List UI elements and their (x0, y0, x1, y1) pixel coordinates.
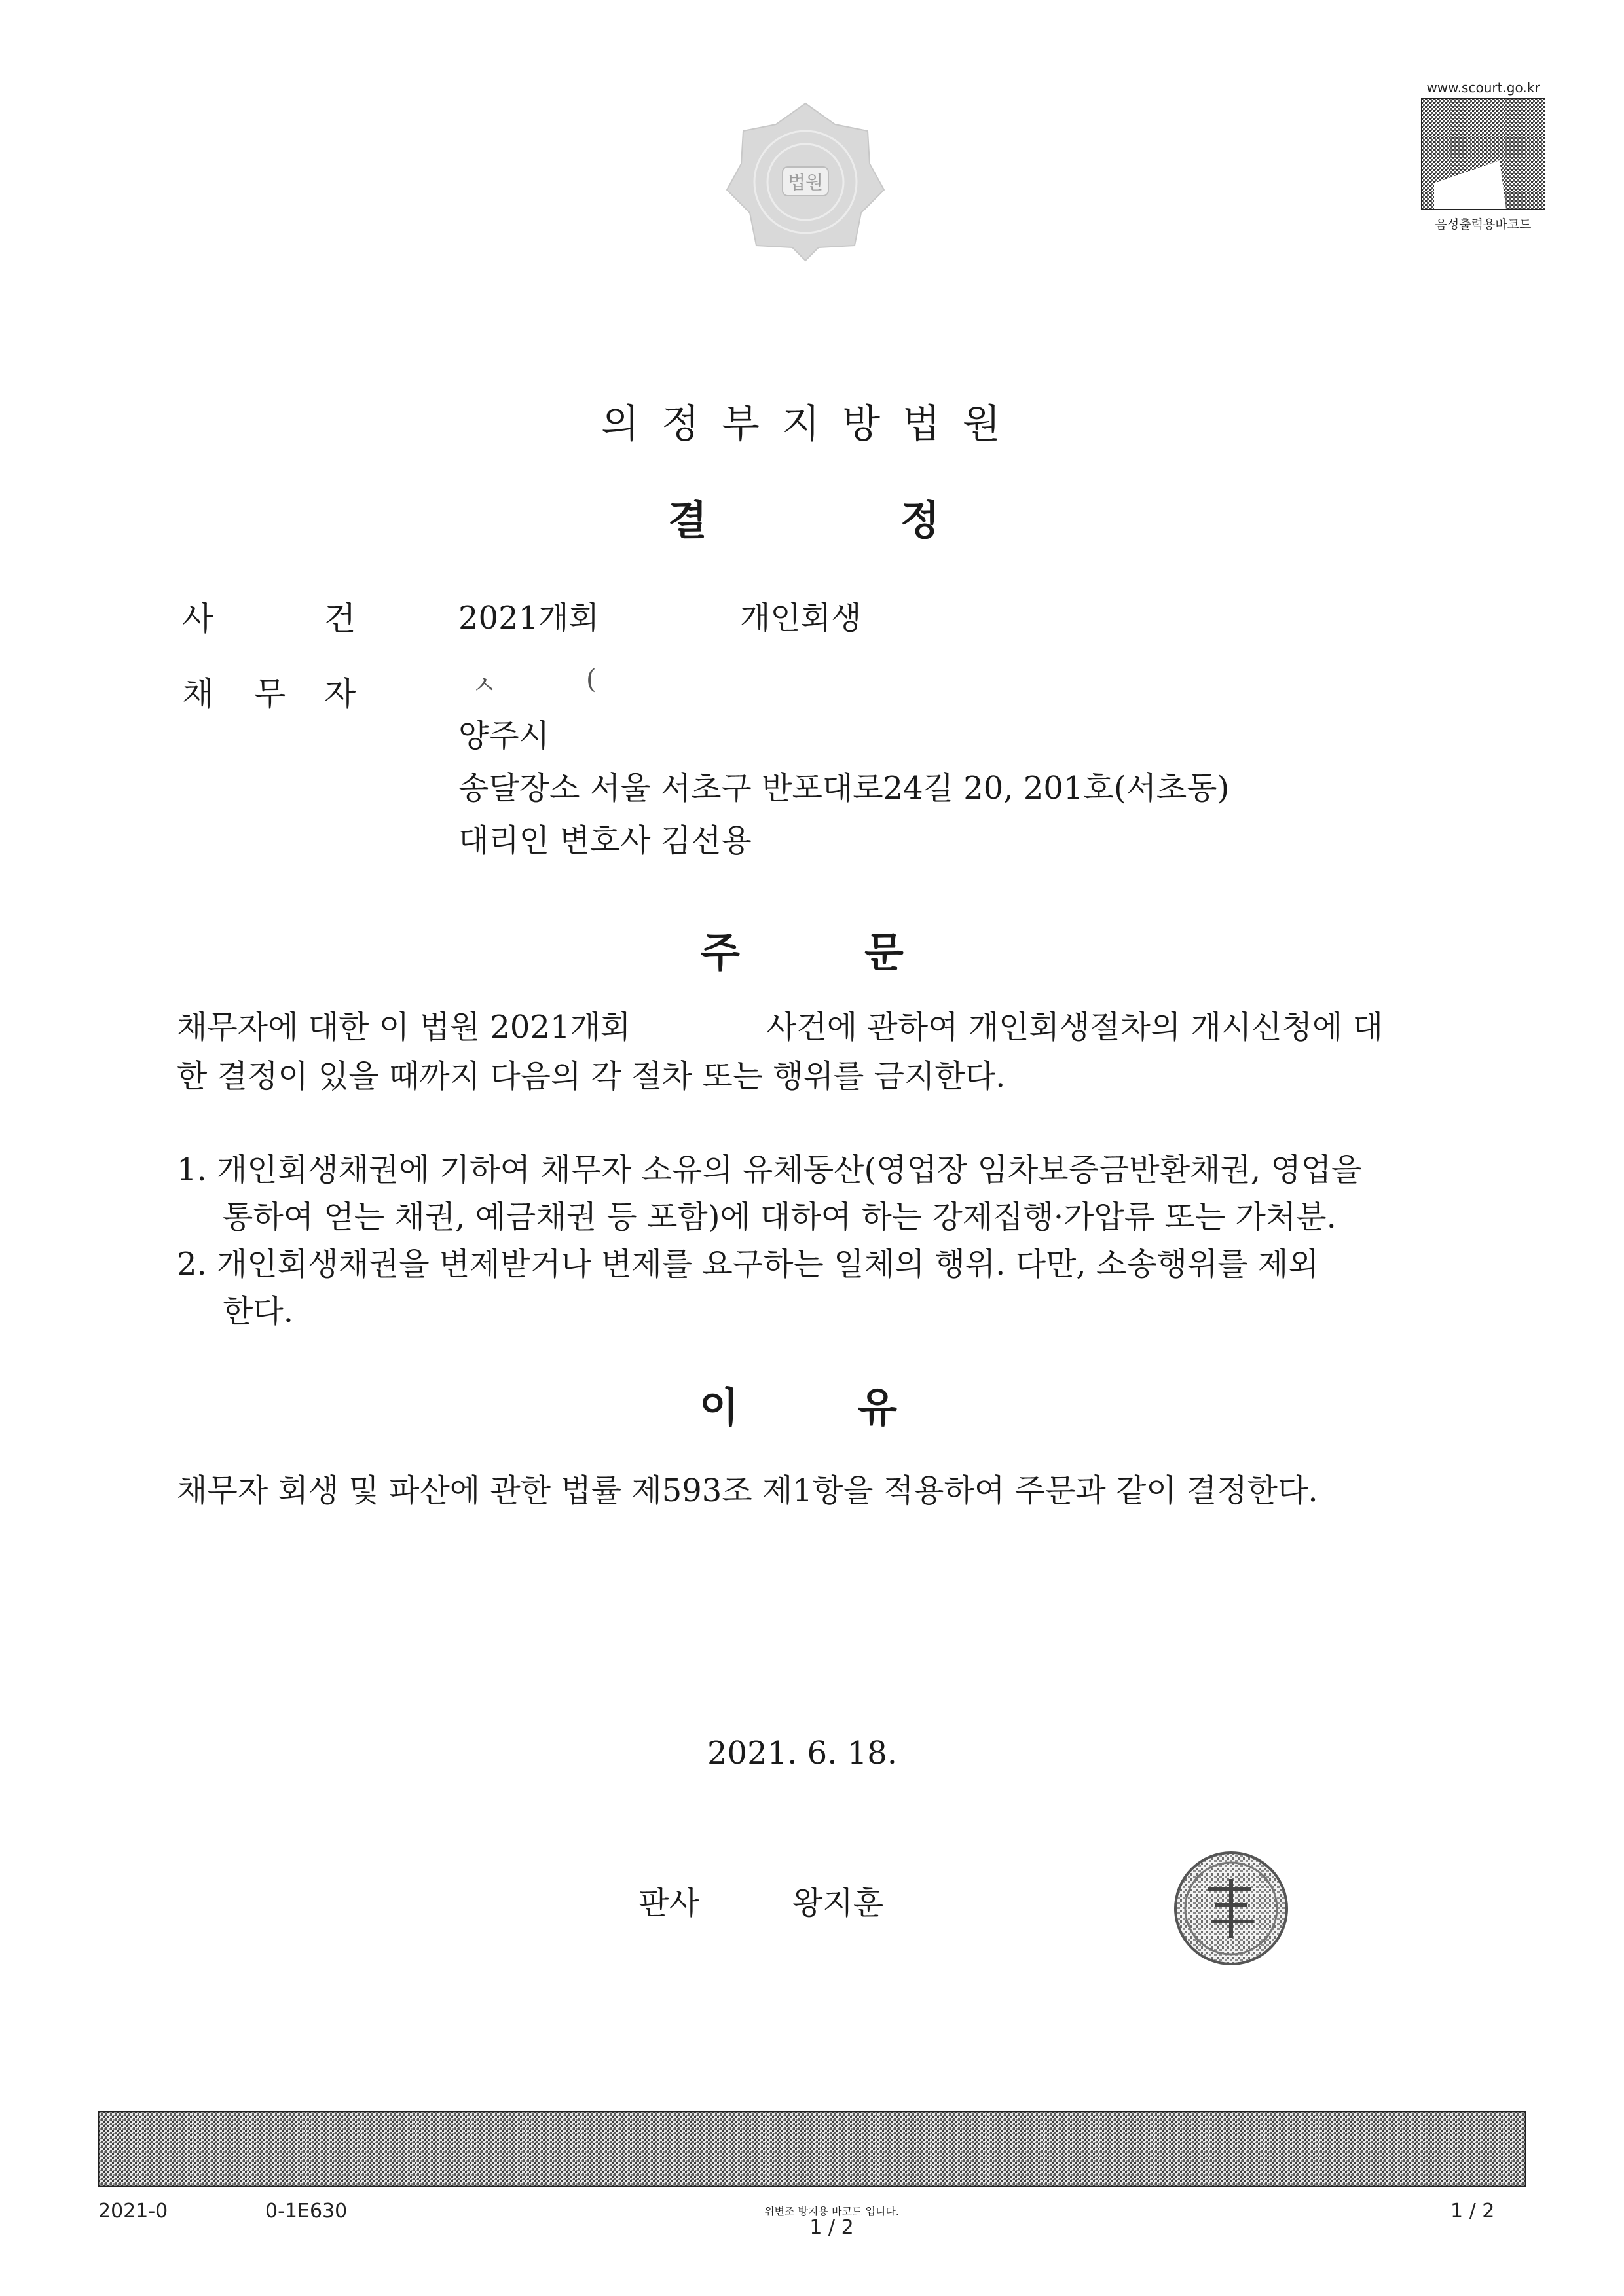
judge-name: 왕지훈 (792, 1885, 884, 1922)
doc-type-second: 정 (900, 496, 940, 544)
doc-code-right: 0-1E630 (265, 2200, 348, 2223)
qr-caption: 음성출력용바코드 (1435, 217, 1532, 232)
debtor-address: 양주시 (458, 718, 550, 754)
doc-code-left: 2021-0 (98, 2200, 168, 2223)
case-type: 개인회생 (740, 600, 862, 636)
qr-url-text: www.scourt.go.kr (1426, 80, 1540, 96)
barcode-note: 위변조 방지용 바코드 입니다. (764, 2205, 899, 2217)
reason-heading-i: 이 (699, 1383, 739, 1431)
order-intro-line-1: 채무자에 대한 이 법원 2021개회 (177, 1009, 631, 1046)
order-item-2-line-1: 2. 개인회생채권을 변제받거나 변제를 요구하는 일체의 행위. 다만, 소송행위를 제외 (177, 1246, 1319, 1283)
reason-heading-yu: 유 (858, 1383, 897, 1431)
debtor-label-chae: 채 (182, 675, 214, 713)
court-name: 의정부지방법원 (601, 401, 1023, 447)
order-intro-line-1b: 사건에 관하여 개인회생절차의 개시신청에 대 (766, 1009, 1384, 1046)
order-item-2-line-2: 한다. (223, 1293, 293, 1330)
judge-seal-icon (1172, 1850, 1290, 1967)
case-label-sa: 사 (182, 600, 214, 638)
order-heading-ju: 주 (701, 928, 740, 976)
page-number-center: 1 / 2 (809, 2216, 854, 2239)
debtor-label-mu: 무 (254, 675, 286, 713)
case-label-geon: 건 (324, 600, 356, 638)
reason-text: 채무자 회생 및 파산에 관한 법률 제593조 제1항을 적용하여 주문과 같이 결정한다. (177, 1472, 1318, 1509)
debtor-paren: ( (586, 665, 597, 695)
order-item-1-line-1: 1. 개인회생채권에 기하여 채무자 소유의 유체동산(영업장 임차보증금반환채권, 영업을 (177, 1152, 1362, 1188)
doc-type-first: 결 (668, 496, 707, 544)
case-number: 2021개회 (458, 600, 599, 636)
court-emblem-icon (720, 98, 891, 262)
delivery-address: 송달장소 서울 서초구 반포대로24길 20, 201호(서초동) (458, 770, 1230, 807)
page-number-right: 1 / 2 (1450, 2200, 1495, 2223)
order-heading-mun: 문 (864, 928, 904, 976)
debtor-label-ja: 자 (324, 675, 356, 713)
qr-code-icon (1421, 98, 1545, 210)
order-intro-line-2: 한 결정이 있을 때까지 다음의 각 절차 또는 행위를 금지한다. (177, 1058, 1006, 1095)
judge-title: 판사 (638, 1885, 699, 1922)
decision-date: 2021. 6. 18. (707, 1735, 898, 1772)
agent-lawyer: 대리인 변호사 김선용 (458, 822, 752, 859)
order-item-1-line-2: 통하여 얻는 채권, 예금채권 등 포함)에 대하여 하는 강제집행·가압류 또는 가처분. (223, 1199, 1337, 1235)
emblem-text: 법원 (787, 172, 824, 193)
anti-forgery-barcode-icon (98, 2111, 1526, 2187)
debtor-name: ㅅ (471, 670, 497, 701)
